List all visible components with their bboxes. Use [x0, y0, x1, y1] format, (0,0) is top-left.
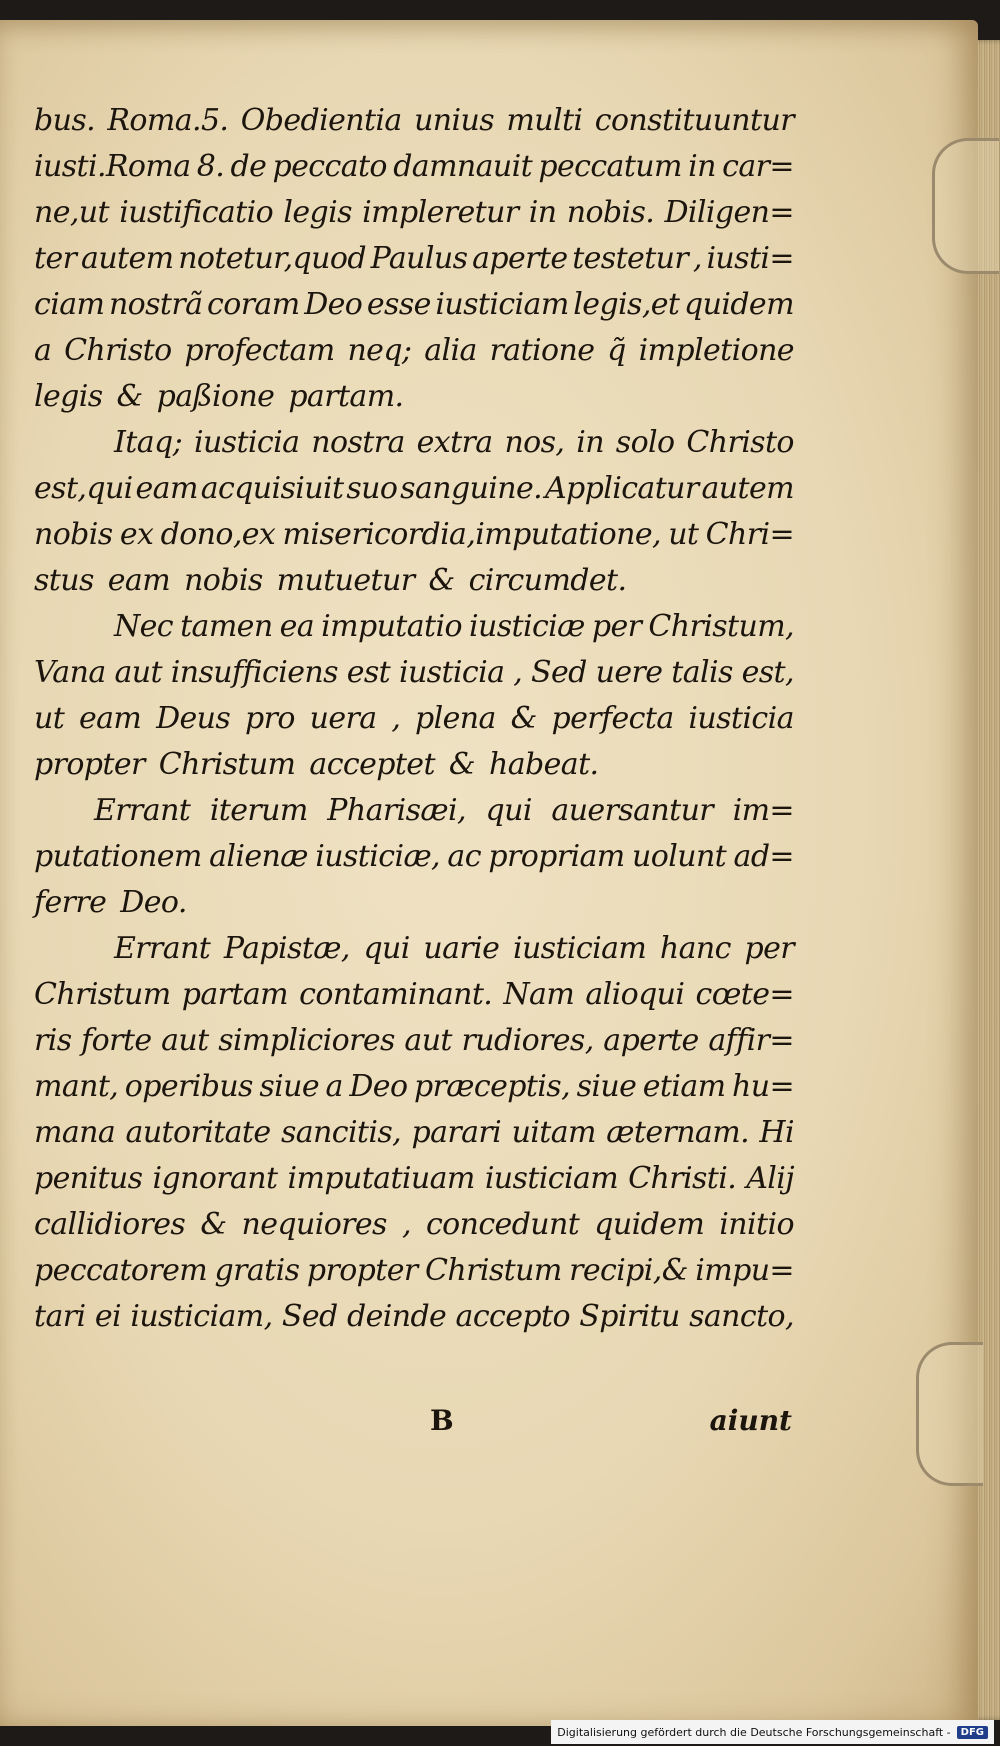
text-line: stus eam nobis mutuetur & circumdet. — [34, 563, 627, 598]
text-line: ne,ut iustificatio legis impleretur in nobis. Diligen= — [34, 195, 794, 230]
text-line: nobis ex dono,ex misericordia,imputatione, ut Chri= — [34, 517, 794, 552]
text-line: propter Christum acceptet & habeat. — [34, 747, 599, 782]
text-line: Christum partam contaminant. Nam alioqui cœte= — [34, 977, 794, 1012]
text-line: mana autoritate sancitis, parari uitam æternam. Hi — [34, 1115, 794, 1150]
text-line: callidiores & nequiores , concedunt quidem initio — [34, 1207, 794, 1242]
text-line: ris forte aut simpliciores aut rudiores, aperte affir= — [34, 1023, 794, 1058]
text-line: Errant iterum Pharisæi, qui auersantur im= — [94, 793, 794, 828]
text-line: mant, operibus siue a Deo præceptis, siue etiam hu= — [34, 1069, 794, 1104]
text-line: Itaq; iusticia nostra extra nos, in solo Christo — [114, 425, 794, 460]
body-text — [34, 98, 794, 1340]
text-line: tari ei iusticiam, Sed deinde accepto Spiritu sancto, — [34, 1299, 794, 1334]
digitization-credit — [551, 1720, 994, 1744]
dfg-logo: DFG — [957, 1726, 988, 1739]
text-line: penitus ignorant imputatiuam iusticiam Christi. Alij — [34, 1161, 794, 1196]
text-line: iusti.Roma 8. de peccato damnauit peccatum in car= — [34, 149, 794, 184]
clasp-top — [932, 138, 999, 274]
signature-mark: B — [430, 1404, 454, 1437]
text-line: Errant Papistæ, qui uarie iusticiam hanc per — [114, 931, 794, 966]
catchword: aiunt — [709, 1404, 792, 1437]
text-line: putationem alienæ iusticiæ, ac propriam uolunt ad= — [34, 839, 794, 874]
text-line: ut eam Deus pro uera , plena & perfecta iusticia — [34, 701, 794, 736]
text-line: Vana aut insufficiens est iusticia , Sed uere talis est, — [34, 655, 794, 690]
text-line: peccatorem gratis propter Christum recipi,& impu= — [34, 1253, 794, 1288]
text-line: ciam nostrã coram Deo esse iusticiam legis,et quidem — [34, 287, 794, 322]
credit-text: Digitalisierung gefördert durch die Deutsche Forschungsgemeinschaft - — [557, 1725, 951, 1739]
text-line: ter autem notetur,quod Paulus aperte testetur , iusti= — [34, 241, 794, 276]
page-footer — [34, 1404, 794, 1444]
book-page — [0, 20, 978, 1726]
clasp-bottom — [916, 1342, 983, 1486]
text-line: a Christo profectam neq; alia ratione q̃ impletione — [34, 333, 794, 368]
text-line: est,qui eam acquisiuit suo sanguine. Applicatur autem — [34, 471, 794, 506]
text-line: ferre Deo. — [34, 885, 187, 920]
text-line: bus. Roma.5. Obedientia unius multi constituuntur — [34, 103, 794, 138]
text-line: legis & paßione partam. — [34, 379, 404, 414]
text-line: Nec tamen ea imputatio iusticiæ per Christum, — [114, 609, 794, 644]
